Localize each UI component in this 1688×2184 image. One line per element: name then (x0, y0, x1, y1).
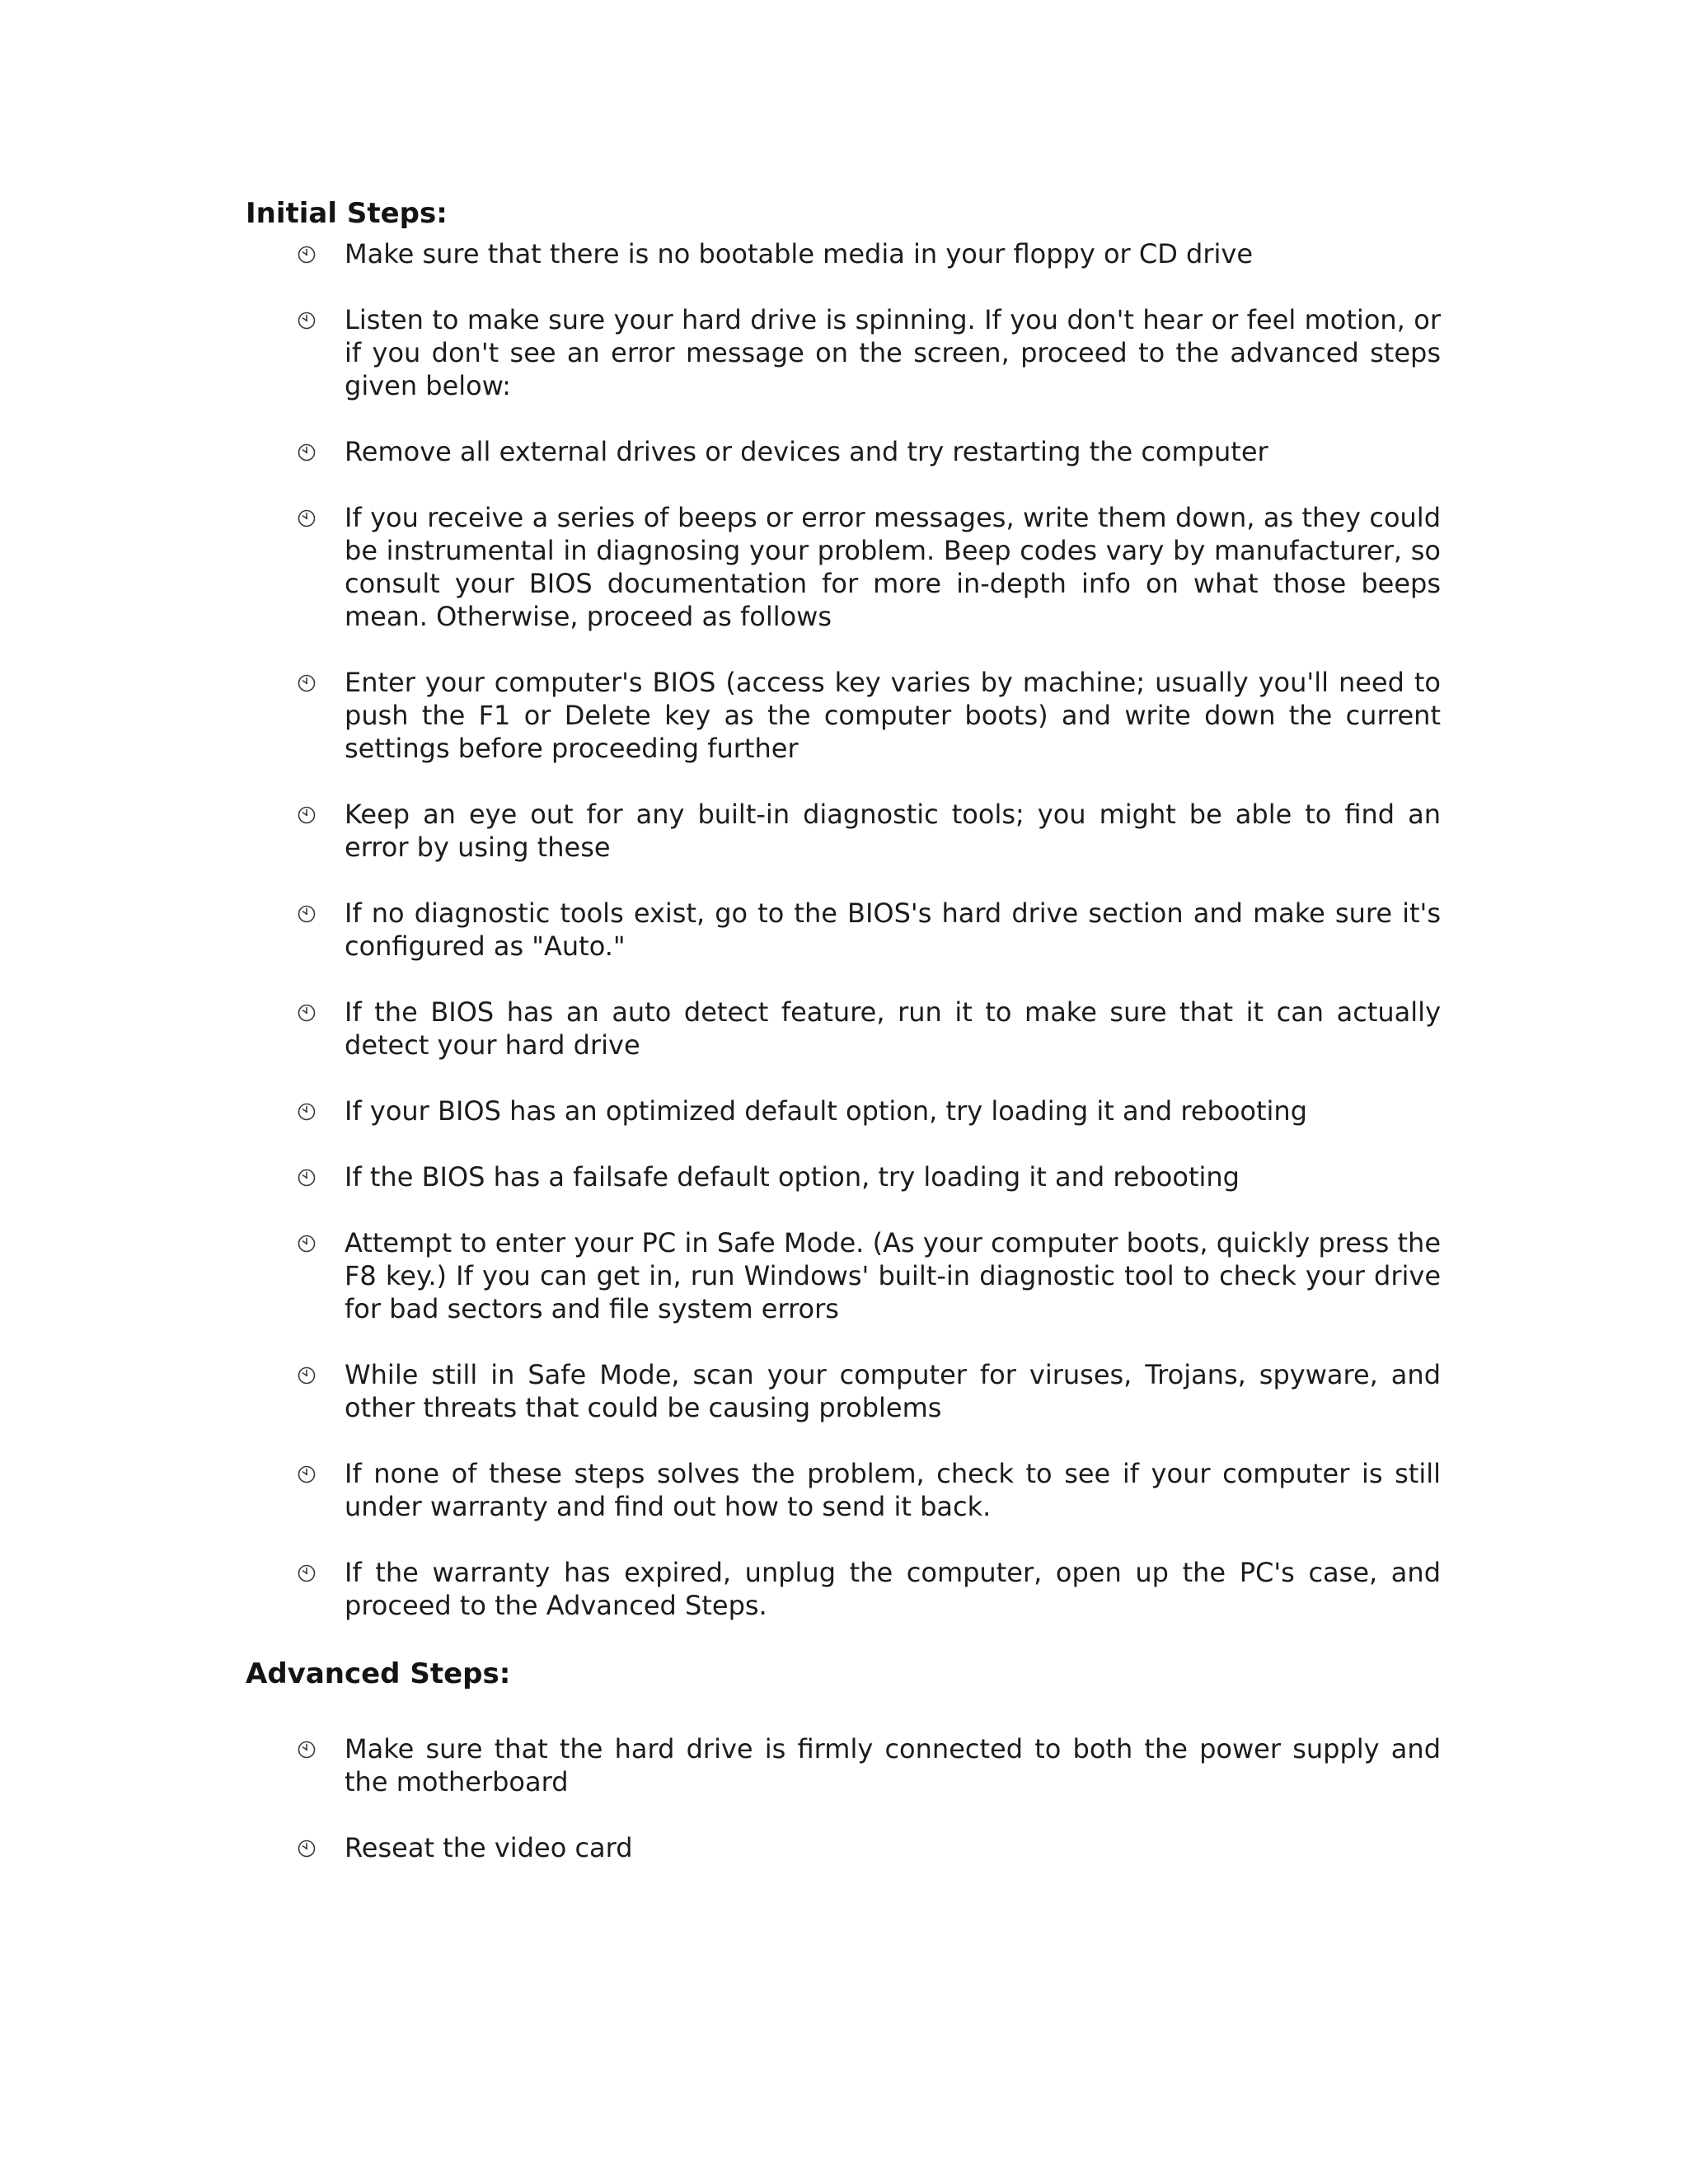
list-item (246, 237, 1441, 270)
list-item (246, 501, 1441, 633)
clock-icon (297, 1839, 316, 1858)
list-item (246, 303, 1441, 402)
clock-icon (297, 1102, 316, 1122)
document-content (246, 194, 1441, 1897)
clock-icon (297, 1465, 316, 1484)
step-text: If none of these steps solves the problem, check to see if your computer is still under warranty and find out how to send it back. (345, 1458, 1441, 1522)
clock-icon (297, 1366, 316, 1385)
list-item (246, 1732, 1441, 1798)
list-item (246, 798, 1441, 864)
step-text: Listen to make sure your hard drive is spinning. If you don't hear or feel motion, or if you don't see an error message on the screen, proceed to the advanced steps given below: (345, 304, 1441, 401)
clock-icon (297, 1740, 316, 1760)
step-text: While still in Safe Mode, scan your computer for viruses, Trojans, spyware, and other threats that could be causing problems (345, 1359, 1441, 1423)
list-item (246, 1160, 1441, 1193)
list-item (246, 1226, 1441, 1325)
clock-icon (297, 904, 316, 924)
clock-icon (297, 311, 316, 330)
list-item (246, 1094, 1441, 1127)
step-text: Make sure that the hard drive is firmly connected to both the power supply and the motherboard (345, 1733, 1441, 1797)
clock-icon (297, 1563, 316, 1583)
initial-steps-heading: Initial Steps: (246, 197, 448, 230)
clock-icon (297, 245, 316, 265)
list-item (246, 435, 1441, 468)
list-item (246, 1831, 1441, 1864)
step-text: If your BIOS has an optimized default option, try loading it and rebooting (345, 1095, 1307, 1127)
clock-icon (297, 509, 316, 528)
list-item (246, 1457, 1441, 1523)
list-item (246, 666, 1441, 765)
step-text: If no diagnostic tools exist, go to the BIOS's hard drive section and make sure it's configured as "Auto." (345, 898, 1441, 962)
clock-icon (297, 805, 316, 825)
list-item (246, 1358, 1441, 1424)
list-item (246, 1556, 1441, 1622)
clock-icon (297, 443, 316, 462)
initial-steps-list (246, 237, 1441, 1622)
clock-icon (297, 1168, 316, 1188)
advanced-steps-heading: Advanced Steps: (246, 1657, 511, 1690)
step-text: Reseat the video card (345, 1832, 633, 1863)
clock-icon (297, 1234, 316, 1254)
step-text: Keep an eye out for any built-in diagnostic tools; you might be able to find an error by using these (345, 799, 1441, 863)
step-text: Remove all external drives or devices and try restarting the computer (345, 436, 1268, 467)
step-text: If the BIOS has an auto detect feature, run it to make sure that it can actually detect your hard drive (345, 996, 1441, 1061)
step-text: Make sure that there is no bootable media in your floppy or CD drive (345, 238, 1253, 269)
step-text: Attempt to enter your PC in Safe Mode. (As your computer boots, quickly press the F8 key.) If you can get in, run Windows' built-in diagnostic tool to check your drive for bad sectors and file system errors (345, 1227, 1441, 1324)
list-item (246, 897, 1441, 963)
clock-icon (297, 1003, 316, 1023)
step-text: Enter your computer's BIOS (access key varies by machine; usually you'll need to push the F1 or Delete key as the computer boots) and write down the current settings before proceeding further (345, 667, 1441, 764)
list-item (246, 996, 1441, 1062)
step-text: If the warranty has expired, unplug the computer, open up the PC's case, and proceed to the Advanced Steps. (345, 1557, 1441, 1621)
step-text: If you receive a series of beeps or error messages, write them down, as they could be instrumental in diagnosing your problem. Beep codes vary by manufacturer, so consult your BIOS documentation for more in-depth info on what those beeps mean. Otherwise, proceed as follows (345, 502, 1441, 632)
step-text: If the BIOS has a failsafe default option, try loading it and rebooting (345, 1161, 1240, 1193)
clock-icon (297, 673, 316, 693)
advanced-steps-list (246, 1732, 1441, 1864)
